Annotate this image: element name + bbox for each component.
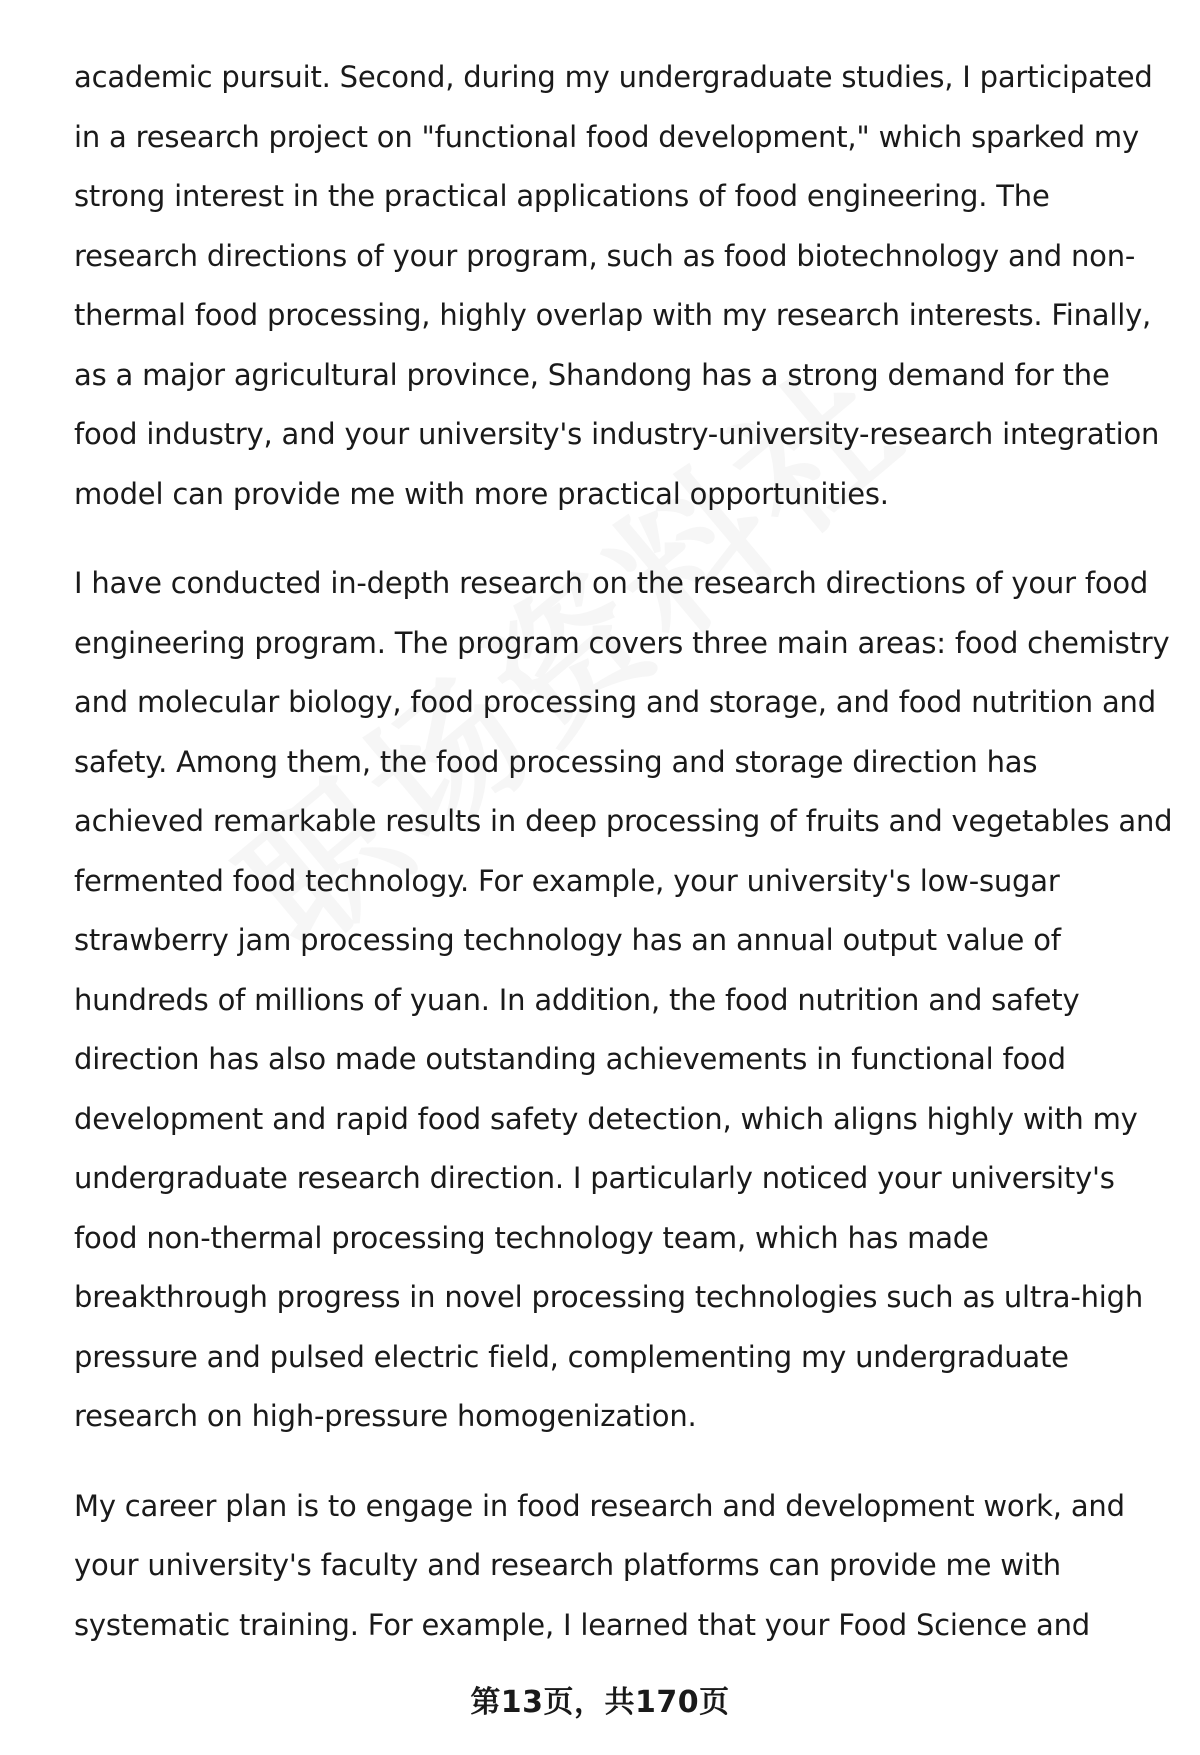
text-line: undergraduate research direction. I particularly noticed your university's bbox=[74, 1161, 1115, 1195]
text-line: pressure and pulsed electric field, complementing my undergraduate bbox=[74, 1339, 1069, 1374]
document-body bbox=[74, 48, 1173, 1685]
text-line: I have conducted in-depth research on the research directions of your food bbox=[74, 566, 1149, 600]
text-line: strawberry jam processing technology has an annual output value of bbox=[74, 923, 1061, 957]
text-line: thermal food processing, highly overlap with my research interests. Finally, bbox=[74, 298, 1152, 332]
paragraph-1 bbox=[74, 48, 1164, 524]
text-line: engineering program. The program covers three main areas: food chemistry bbox=[74, 625, 1170, 660]
text-line: and molecular biology, food processing and storage, and food nutrition and bbox=[74, 685, 1156, 719]
text-line: academic pursuit. Second, during my undergraduate studies, I participated bbox=[74, 60, 1153, 94]
paragraph-2 bbox=[74, 554, 1173, 1447]
text-line: hundreds of millions of yuan. In addition, the food nutrition and safety bbox=[74, 982, 1080, 1017]
text-line: My career plan is to engage in food research and development work, and bbox=[74, 1488, 1125, 1523]
text-line: research directions of your program, such as food biotechnology and non- bbox=[74, 238, 1136, 273]
text-line: as a major agricultural province, Shandong has a strong demand for the bbox=[74, 357, 1110, 392]
text-line: direction has also made outstanding achievements in functional food bbox=[74, 1042, 1066, 1076]
text-line: food non-thermal processing technology team, which has made bbox=[74, 1220, 989, 1255]
text-line: achieved remarkable results in deep processing of fruits and vegetables and bbox=[74, 804, 1173, 838]
paragraph-3 bbox=[74, 1477, 1164, 1656]
text-line: breakthrough progress in novel processing technologies such as ultra-high bbox=[74, 1280, 1144, 1314]
text-line: in a research project on "functional food development," which sparked my bbox=[74, 119, 1139, 154]
text-line: safety. Among them, the food processing and storage direction has bbox=[74, 744, 1038, 779]
text-line: your university's faculty and research platforms can provide me with bbox=[74, 1548, 1061, 1582]
text-line: research on high-pressure homogenization. bbox=[74, 1399, 697, 1433]
text-line: development and rapid food safety detection, which aligns highly with my bbox=[74, 1101, 1138, 1136]
text-line: model can provide me with more practical opportunities. bbox=[74, 476, 889, 511]
text-line: fermented food technology. For example, your university's low-sugar bbox=[74, 863, 1060, 898]
text-line: food industry, and your university's industry-university-research integration bbox=[74, 417, 1160, 451]
page-number-footer: 第13页，共170页 bbox=[470, 1685, 730, 1720]
text-line: strong interest in the practical applications of food engineering. The bbox=[74, 179, 1050, 213]
text-line: systematic training. For example, I learned that your Food Science and bbox=[74, 1607, 1090, 1642]
